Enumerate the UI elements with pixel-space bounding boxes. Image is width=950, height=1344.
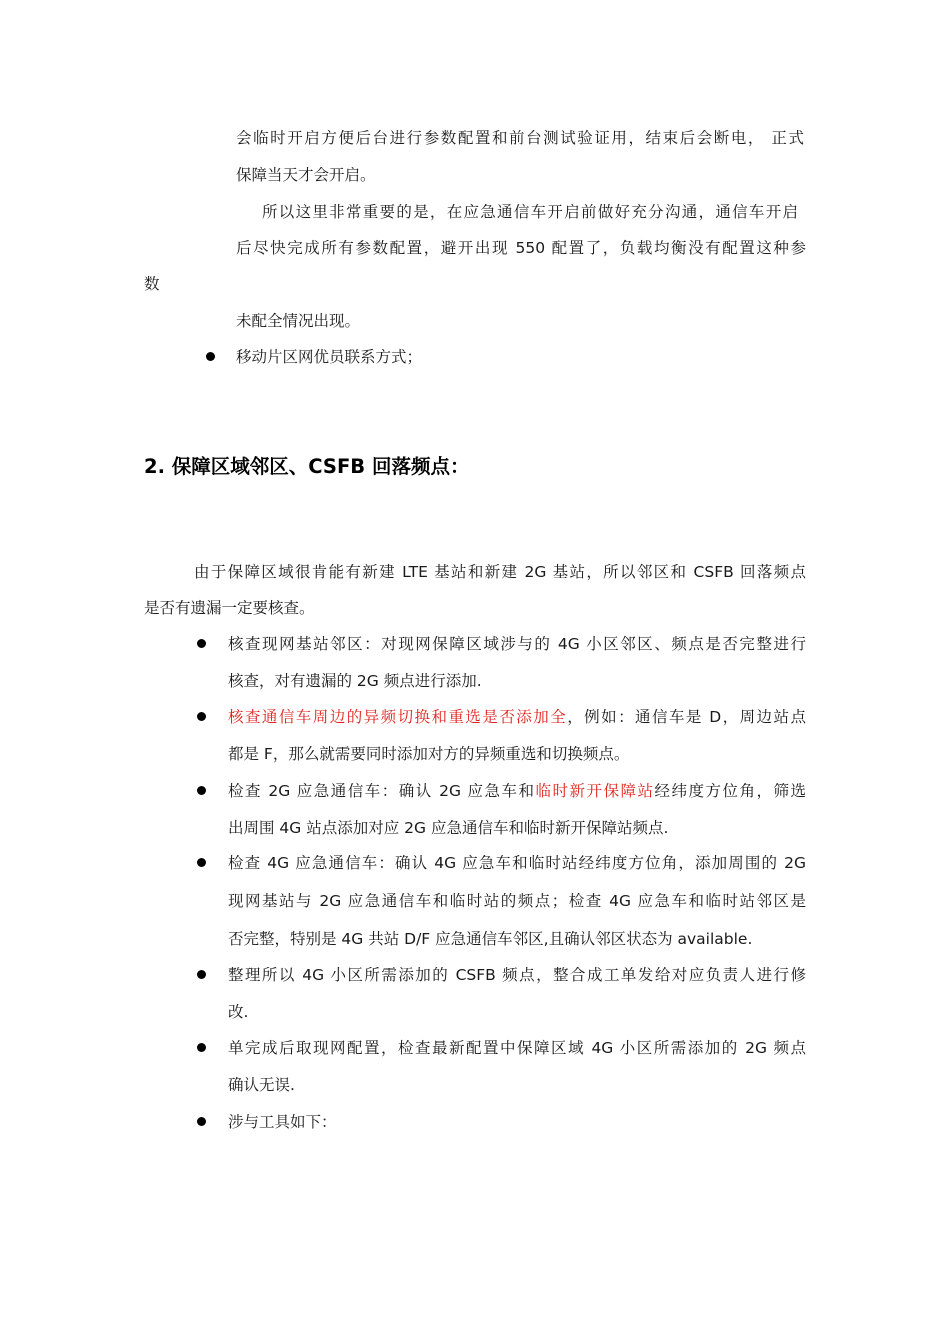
intro-line-1: 会临时开启方便后台进行参数配置和前台测试验证用，结束后会断电， 正式 [236,129,804,147]
bullet-icon [206,352,215,361]
section-heading: 2. 保障区域邻区、CSFB 回落频点： [144,455,470,478]
item-4-line-2: 现网基站与 2G 应急通信车和临时站的频点；检查 4G 应急车和临时站邻区是 [228,892,806,910]
item-5-line-2: 改. [228,1003,249,1021]
item-3-line-2: 出周围 4G 站点添加对应 2G 应急通信车和临时新开保障站频点. [228,819,669,837]
section-para-line-1: 由于保障区域很肯能有新建 LTE 基站和新建 2G 基站，所以邻区和 CSFB 回落频点 [194,563,806,581]
section-para-line-2: 是否有遗漏一定要核查。 [144,599,315,617]
bullet-icon [197,712,206,721]
bullet-icon [197,1043,206,1052]
highlight-text: 临时新开保障站 [535,782,655,800]
item-3-line-1-post: 经纬度方位角，筛选 [654,782,806,800]
intro-line-5: 数 [144,275,160,293]
bullet-icon [197,858,206,867]
highlight-text: 核查通信车周边的异频切换和重选是否添加全 [228,708,568,726]
item-1-line-1: 核查现网基站邻区：对现网保障区域涉与的 4G 小区邻区、频点是否完整进行 [228,635,806,653]
item-3-line-1 [228,781,806,801]
item-2-line-2: 都是 F，那么就需要同时添加对方的异频重选和切换频点。 [228,745,630,763]
bullet-icon [197,970,206,979]
bullet-icon [197,1117,206,1126]
item-7-line-1: 涉与工具如下： [228,1113,337,1131]
item-2-line-1 [228,707,806,727]
intro-line-2: 保障当天才会开启。 [236,166,376,184]
bullet-icon [197,786,206,795]
item-6-line-2: 确认无误. [228,1076,295,1094]
item-5-line-1: 整理所以 4G 小区所需添加的 CSFB 频点，整合成工单发给对应负责人进行修 [228,966,806,984]
bullet-contact: 移动片区网优员联系方式； [236,348,423,366]
item-6-line-1: 单完成后取现网配置，检查最新配置中保障区域 4G 小区所需添加的 2G 频点 [228,1039,806,1057]
item-3-line-1-pre: 检查 2G 应急通信车：确认 2G 应急车和 [228,782,536,800]
item-1-line-2: 核查，对有遗漏的 2G 频点进行添加. [228,672,482,690]
item-4-line-3: 否完整，特别是 4G 共站 D/F 应急通信车邻区,且确认邻区状态为 available. [228,930,753,948]
intro-line-4: 后尽快完成所有参数配置，避开出现 550 配置了，负载均衡没有配置这种参 [236,239,806,257]
item-4-line-1: 检查 4G 应急通信车：确认 4G 应急车和临时站经纬度方位角，添加周围的 2G [228,854,806,872]
intro-line-3: 所以这里非常重要的是，在应急通信车开启前做好充分沟通，通信车开启 [262,203,798,221]
item-2-line-1-rest: ，例如：通信车是 D，周边站点 [567,708,806,726]
intro-line-6: 未配全情况出现。 [236,312,361,330]
bullet-icon [197,639,206,648]
